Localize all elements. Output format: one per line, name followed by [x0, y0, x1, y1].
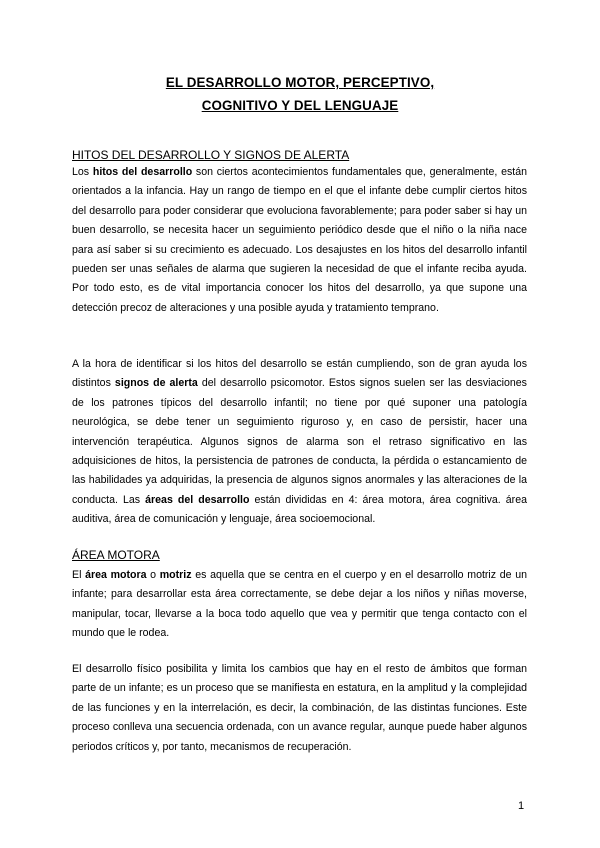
document-title-line-2: COGNITIVO Y DEL LENGUAJE — [201, 98, 399, 113]
paragraph-hitos-del-desarrollo — [72, 163, 527, 318]
text-run: están divididas en 4: área motora, área cognitiva. área auditiva, área de comunicación y lenguaje, área socioemocional. — [72, 493, 527, 526]
text-run: es aquella que se centra en el cuerpo y en el desarrollo motriz de un infante; para desarrollar esta área correctamente, se debe dejar a los niños y niñas moverse, manipular, tocar, llevarse a la boca todo aquello que vea y permitir que tenga contacto con el mundo que le rodea. — [72, 569, 528, 640]
text-run: El — [72, 569, 86, 581]
text-run: del desarrollo psicomotor. Estos signos suelen ser las desviaciones de los patrones típicos del desarrollo infantil; no tiene por qué suponer una patología neurológica, se debe tener un seguimiento riguroso y, en caso de persistir, hacer una intervención terapéutica. Algunos signos de alarma son el retraso significativo en las adquisiciones de hitos, la persistencia de patrones de conducta, la pérdida o estancamiento de las habilidades ya adquiridas, la presencia de algunos signos anormales y las alteraciones de la conducta. Las — [72, 377, 527, 506]
document-title-line-1: EL DESARROLLO MOTOR, PERCEPTIVO, — [165, 75, 435, 90]
section-heading-hitos: HITOS DEL DESARROLLO Y SIGNOS DE ALERTA — [72, 148, 350, 162]
bold-term-area-motora: área motora — [85, 569, 147, 581]
paragraph-area-motora — [72, 566, 527, 644]
text-run: El desarrollo físico posibilita y limita los cambios que hay en el resto de ámbitos que forman parte de un infante; es un proceso que se manifiesta en estatura, en la amplitud y la complejidad de las funciones y en la interrelación, es decir, la combinación, de las distintas funciones. Este proceso conlleva una secuencia ordenada, con un avance regular, aunque puede haber algunos periodos críticos y, por tanto, mecanismos de recuperación. — [72, 663, 527, 753]
text-run: Los — [72, 166, 93, 178]
bold-term-hitos-del-desarrollo: hitos del desarrollo — [92, 166, 193, 178]
text-run: o — [146, 569, 160, 581]
text-run: son ciertos acontecimientos fundamentales que, generalmente, están orientados a la infancia. Hay un rango de tiempo en el que el infante debe cumplir ciertos hitos del desarrollo para poder considerar que evoluciona favorablemente; para poder saber si hay un buen desarrollo, se necesita hacer un seguimiento periódico desde que el niño o la niña nace para así saber si su crecimiento es adecuado. Los desajustes en los hitos del desarrollo infantil pueden ser unas señales de alarma que sugieren la necesidad de que el infante reciba ayuda. Por todo esto, es de vital importancia conocer los hitos del desarrollo, ya que supone una detección precoz de alteraciones y una posible ayuda y tratamiento temprano. — [72, 166, 527, 314]
text-run: A la hora de identificar si los hitos del desarrollo se están cumpliendo, son de gran ayuda los distintos — [72, 358, 527, 390]
bold-term-signos-de-alerta: signos de alerta — [114, 377, 198, 390]
bold-term-areas-del-desarrollo: áreas del desarrollo — [145, 493, 250, 506]
page-number: 1 — [518, 800, 525, 812]
paragraph-signos-de-alerta — [72, 355, 527, 530]
section-heading-area-motora: ÁREA MOTORA — [72, 548, 160, 562]
bold-term-motriz: motriz — [159, 569, 192, 581]
paragraph-desarrollo-fisico — [72, 660, 527, 757]
